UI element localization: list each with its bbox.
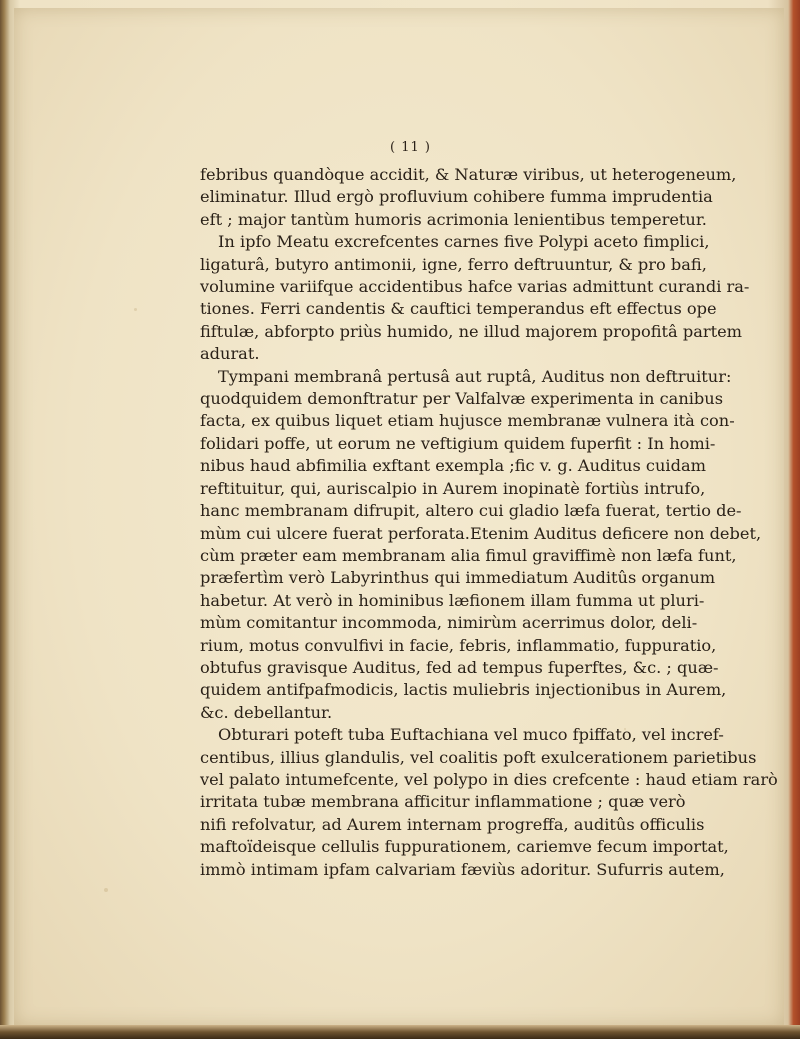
- text-line: Obturari poteft tuba Euftachiana vel muco fpiffato, vel incref-: [218, 725, 724, 745]
- text-line: quodquidem demonftratur per Valfalvæ experimenta in canibus: [200, 389, 724, 409]
- text-line: mùm cui ulcere fuerat perforata.Etenim Auditus deficere non debet,: [200, 523, 762, 543]
- text-line: irritata tubæ membrana afficitur inflammatione ; quæ verò: [200, 792, 686, 812]
- text-line: tiones. Ferri candentis & cauftici temperandus eft effectus ope: [200, 299, 717, 319]
- text-line: folidari poffe, ut eorum ne veftigium quidem fuperfit : In homi-: [200, 433, 716, 453]
- text-line: febribus quandòque accidit, & Naturæ viribus, ut heterogeneum,: [200, 165, 737, 184]
- text-line: nibus haud abfimilia exftant exempla ;fic v. g. Auditus cuidam: [200, 456, 706, 476]
- text-line: eliminatur. Illud ergò profluvium cohibere fumma imprudentia: [200, 187, 713, 207]
- text-line: ligaturâ, butyro antimonii, igne, ferro deftruuntur, & pro bafi,: [200, 254, 707, 274]
- book-edge-bottom: [0, 1025, 800, 1039]
- text-line: volumine variifque accidentibus hafce varias admittunt curandi ra-: [200, 277, 750, 297]
- text-line: præfertìm verò Labyrinthus qui immediatum Auditûs organum: [200, 568, 716, 588]
- text-line: In ipfo Meatu excrefcentes carnes five Polypi aceto fimplici,: [218, 232, 710, 252]
- text-line: centibus, illius glandulis, vel coalitis poft exulcerationem parietibus: [200, 747, 757, 767]
- text-lines: [200, 164, 778, 881]
- text-line: fiftulæ, abforpto priùs humido, ne illud majorem propofitâ partem: [200, 321, 743, 341]
- paper-speck: [134, 308, 137, 311]
- text-line: quidem antifpafmodicis, lactis muliebris injectionibus in Aurem,: [200, 680, 727, 700]
- text-line: maftoïdeisque cellulis fuppurationem, cariemve fecum importat,: [200, 837, 729, 857]
- text-line: adurat.: [200, 344, 260, 364]
- text-line: Tympani membranâ pertusâ aut ruptâ, Auditus non deftruitur:: [218, 366, 732, 386]
- text-line: &c. debellantur.: [200, 702, 333, 722]
- text-line: mùm comitantur incommoda, nimirùm acerrimus dolor, deli-: [200, 613, 698, 633]
- paper-speck: [104, 888, 108, 892]
- text-line: immò intimam ipfam calvariam fæviùs adoritur. Sufurris autem,: [200, 859, 725, 879]
- text-line: habetur. At verò in hominibus læfionem illam fumma ut pluri-: [200, 590, 705, 610]
- text-line: rium, motus convulfivi in facie, febris, inflammatio, fuppuratio,: [200, 635, 717, 655]
- text-line: obtufus gravisque Auditus, fed ad tempus fuperftes, &c. ; quæ-: [200, 657, 719, 677]
- text-line: reftituitur, qui, auriscalpio in Aurem inopinatè fortiùs intrufo,: [200, 478, 706, 498]
- body-text: [200, 142, 778, 881]
- text-line: nifi refolvatur, ad Aurem internam progreffa, auditûs officulis: [200, 814, 705, 834]
- book-edge-right: [788, 0, 800, 1039]
- text-line: vel palato intumefcente, vel polypo in dies crefcente : haud etiam rarò: [200, 769, 778, 789]
- text-line: cùm præter eam membranam alia fimul graviffimè non læfa funt,: [200, 545, 737, 565]
- text-line: facta, ex quibus liquet etiam hujusce membranæ vulnera ità con-: [200, 411, 735, 431]
- page-number: ( 11 ): [390, 140, 431, 155]
- text-line: hanc membranam difrupit, altero cui gladio læfa fuerat, tertio de-: [200, 501, 742, 521]
- text-line: eft ; major tantùm humoris acrimonia lenientibus temperetur.: [200, 209, 707, 229]
